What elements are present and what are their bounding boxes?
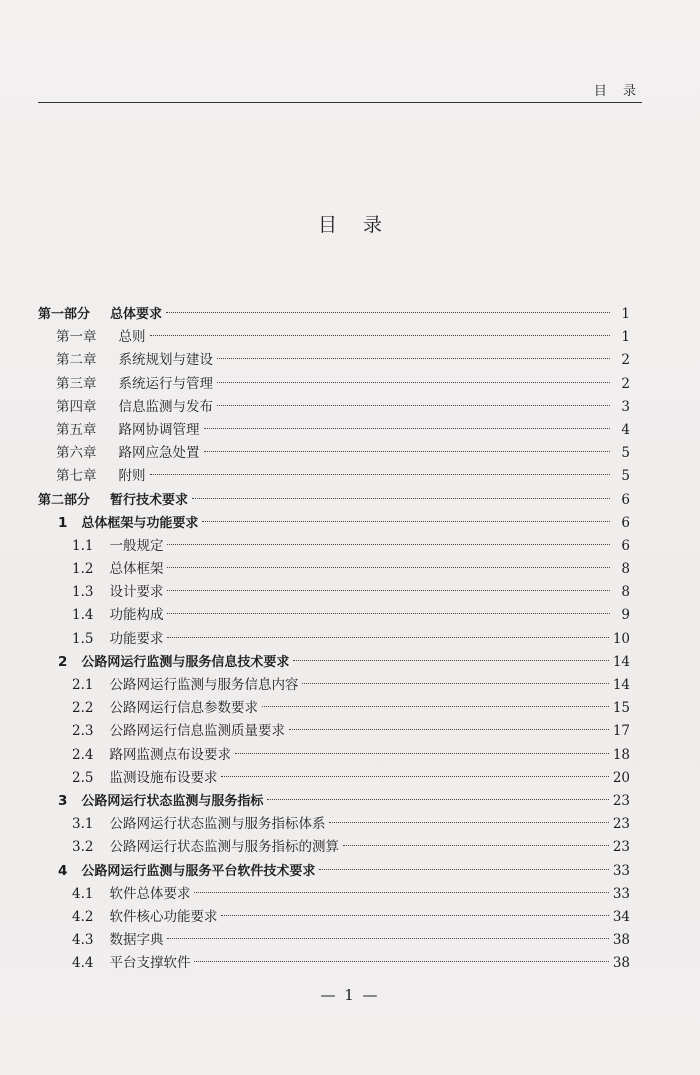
toc-entry-title: 系统规划与建设 [118,352,213,369]
toc-entry-page: 2 [621,375,630,392]
toc-entry-page: 1 [621,306,630,322]
toc-entry-number: 3.1 [72,816,94,833]
toc-entry [38,442,630,465]
toc-entry [38,465,630,488]
dot-leader [167,590,610,591]
toc-entry [38,604,630,627]
dot-leader [204,451,611,452]
dot-leader [202,521,610,522]
toc-entry-title: 公路网运行监测与服务信息技术要求 [81,654,290,670]
toc-entry-number: 4.1 [72,885,94,902]
toc-entry-number: 第一部分 [38,307,91,322]
dot-leader [289,729,609,730]
toc-entry-number: 2 [58,653,68,670]
toc-entry-number: 2.5 [72,769,94,786]
toc-entry-title: 功能构成 [109,607,164,624]
toc-entry [38,419,630,442]
toc-entry-number: 第一章 [56,329,97,346]
toc-entry-title: 总体要求 [110,307,163,322]
toc-entry-page: 5 [621,445,630,462]
toc-entry-title: 公路网运行状态监测与服务指标体系 [109,816,326,833]
toc-entry [38,349,630,372]
toc-entry-page: 23 [612,816,630,833]
toc-entry [38,303,630,326]
toc-entry-title: 软件核心功能要求 [109,908,218,925]
toc-entry [38,906,630,929]
dot-leader [262,706,609,707]
dot-leader [267,799,608,800]
toc-entry-title: 公路网运行监测与服务平台软件技术要求 [81,863,316,879]
toc-entry [38,674,630,697]
toc-entry-number: 4.2 [72,908,94,925]
toc-entry-title: 数据字典 [109,932,164,949]
toc-entry [38,952,630,975]
toc-entry-page: 20 [612,769,630,786]
dot-leader [167,567,610,568]
dot-leader [302,683,608,684]
running-header [38,80,642,103]
toc-entry-title: 公路网运行信息参数要求 [109,700,258,717]
toc-entry [38,581,630,604]
page-number: — 1 — [320,986,380,1004]
toc-entry-page: 6 [621,514,630,531]
toc-entry-page: 4 [621,421,630,438]
toc-entry-page: 34 [612,908,630,925]
toc-entry-number: 2.4 [72,746,94,763]
toc-entry-number: 1.1 [72,537,94,554]
toc-entry [38,396,630,419]
toc-entry-title: 暂行技术要求 [110,492,189,508]
toc-entry-page: 23 [612,839,630,856]
toc-entry-title: 系统运行与管理 [118,375,213,392]
toc-entry [38,836,630,859]
toc-entry-page: 6 [621,537,630,554]
toc-entry-number: 1.5 [72,630,94,647]
toc-entry-number: 4.3 [72,932,94,949]
toc-entry-title: 公路网运行状态监测与服务指标的测算 [109,839,339,856]
toc-entry [38,790,630,813]
toc-entry-number: 第三章 [56,375,97,392]
toc-entry-page: 10 [612,630,630,647]
toc-entry-page: 8 [621,584,630,601]
toc-entry-page: 9 [621,607,630,624]
dot-leader [167,938,608,939]
toc-entry-number: 第二章 [56,352,97,369]
toc-entry-number: 3 [58,792,68,809]
dot-leader [194,892,608,893]
toc-entry [38,767,630,790]
toc-entry [38,326,630,349]
toc-entry-number: 2.1 [72,677,94,693]
dot-leader [150,474,611,475]
dot-leader [217,358,610,359]
dot-leader [217,382,610,383]
page-title: 目录 [317,214,408,236]
toc-entry-title: 公路网运行监测与服务信息内容 [109,677,299,693]
toc-entry-page: 17 [612,723,630,740]
toc-entry-title: 路网协调管理 [118,421,200,438]
toc-entry [38,535,630,558]
toc-entry-number: 2.3 [72,723,94,740]
toc-entry-number: 4.4 [72,955,94,972]
toc-entry-title: 总则 [118,329,146,346]
toc-entry-title: 路网监测点布设要求 [109,746,231,763]
toc-entry [38,929,630,952]
dot-leader [343,845,609,846]
dot-leader [293,660,608,661]
dot-leader [167,637,608,638]
toc-entry-number: 3.2 [72,839,94,856]
toc-entry-page: 6 [621,491,630,508]
toc-entry-title: 总体框架 [109,561,164,578]
toc-entry [38,512,630,535]
toc-entry [38,651,630,674]
toc-entry-title: 一般规定 [109,537,164,554]
toc-entry [38,628,630,651]
dot-leader [221,915,608,916]
toc-entry-number: 第七章 [56,468,97,485]
dot-leader [235,753,609,754]
toc-entry-title: 设计要求 [109,584,164,601]
dot-leader [192,498,610,499]
dot-leader [166,312,610,313]
toc-entry-page: 5 [621,468,630,485]
toc-entry-title: 总体框架与功能要求 [81,515,199,531]
toc-entry [38,813,630,836]
toc-entry-number: 1.4 [72,607,94,624]
toc-entry-number: 1 [58,514,68,531]
toc-entry-title: 功能要求 [109,630,164,647]
toc-entry-title: 公路网运行状态监测与服务指标 [81,793,264,809]
toc-entry-page: 8 [621,561,630,578]
dot-leader [221,776,608,777]
toc-entry-page: 3 [621,398,630,415]
dot-leader [167,544,610,545]
toc-entry [38,489,630,512]
toc-entry-number: 1.3 [72,584,94,601]
dot-leader [204,428,611,429]
toc-entry-page: 15 [612,700,630,717]
toc-entry-page: 2 [621,352,630,369]
toc-entry [38,697,630,720]
toc-entry [38,860,630,883]
toc-entry-number: 2.2 [72,700,94,717]
toc-entry-number: 第四章 [56,398,97,415]
toc-entry-page: 33 [612,862,630,879]
dot-leader [217,405,610,406]
toc-entry-title: 平台支撑软件 [109,955,191,972]
dot-leader [150,335,611,336]
running-title: 目 录 [593,84,642,99]
toc-entry [38,373,630,396]
toc-entry-title: 公路网运行信息监测质量要求 [109,723,285,740]
toc-entry-title: 软件总体要求 [109,885,191,902]
toc-entry [38,883,630,906]
toc-entry-title: 路网应急处置 [118,445,200,462]
dot-leader [194,961,608,962]
toc-entry [38,558,630,581]
toc-entry-number: 4 [58,862,68,879]
table-of-contents [38,303,630,975]
toc-entry [38,720,630,743]
toc-entry-number: 1.2 [72,561,94,578]
toc-entry-number: 第五章 [56,421,97,438]
toc-entry-page: 1 [621,329,630,346]
toc-entry-page: 38 [612,932,630,949]
toc-entry-page: 14 [612,653,630,670]
dot-leader [329,822,608,823]
toc-entry-title: 信息监测与发布 [118,398,213,415]
toc-entry-title: 监测设施布设要求 [109,769,218,786]
toc-entry-page: 14 [612,677,630,693]
toc-entry [38,744,630,767]
toc-entry-number: 第六章 [56,445,97,462]
toc-entry-page: 33 [612,885,630,902]
dot-leader [319,869,608,870]
toc-entry-page: 38 [612,955,630,972]
toc-entry-number: 第二部分 [38,492,91,508]
toc-entry-page: 23 [612,792,630,809]
dot-leader [167,613,610,614]
toc-entry-page: 18 [612,746,630,763]
toc-entry-title: 附则 [118,468,146,485]
